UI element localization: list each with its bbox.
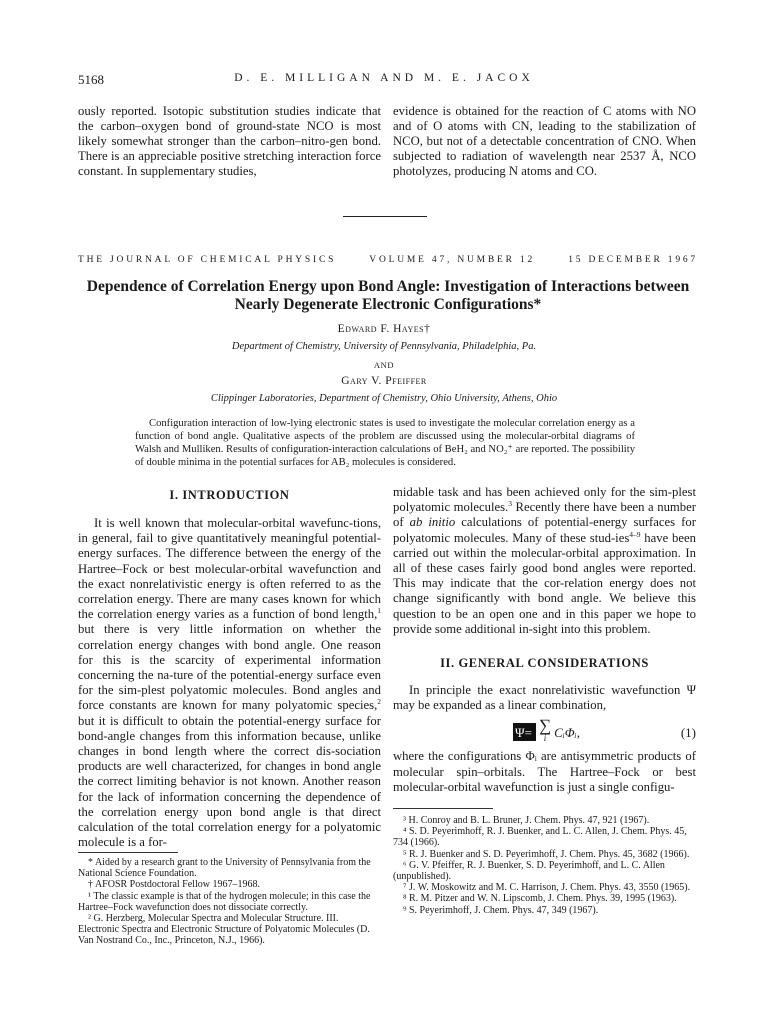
- previous-article-paragraph: evidence is obtained for the reaction of C atoms with NO and of O atoms with CN, leading to the stabilization of NCO, but not of a detectable concentration of CNO. When subjected to radiation of wavelength near 2537 Å, NCO photolyzes, producing N atoms and CO.: [393, 104, 696, 178]
- journal-volume: VOLUME 47, NUMBER 12: [369, 255, 536, 265]
- equation-1: [393, 716, 696, 745]
- article-title: Dependence of Correlation Energy upon Bond Angle: Investigation of Interactions between Nearly Degenerate Electronic Configurations*: [86, 278, 690, 313]
- footnotes-right: [393, 815, 696, 916]
- summation-index: i: [543, 733, 547, 744]
- footnotes-left: [78, 857, 381, 947]
- section-2-paragraph: where the configurations Φᵢ are antisymmetric products of molecular spin–orbitals. The Hartree–Fock or best molecular-orbital wavefunction is just a single configu-: [393, 749, 696, 794]
- section-heading: II. GENERAL CONSIDERATIONS: [440, 656, 649, 671]
- footnote: ⁶ G. V. Pfeiffer, R. J. Buenker, S. D. Peyerimhoff, and L. C. Allen (unpublished).: [393, 859, 665, 883]
- intro-paragraph-continued: midable task and has been achieved only for the sim-plest polyatomic molecules.$^3$ Recently there have been a number of ab initio calculations of potential-energy surfaces for polyatomic molecules. Many of these stud-ies$^{4-9}$ have been carried out within the molecular-orbital approximation. In all of these cases fairly good bond angles were reported. This may indicate that the cor-relation energy does not change significantly with bond angle. We believe this question to be an open one and in this paper we hope to provide some additional in-sight into this problem.: [393, 485, 696, 636]
- journal-name: THE JOURNAL OF CHEMICAL PHYSICS: [78, 255, 337, 265]
- footnote: † AFOSR Postdoctoral Fellow 1967–1968.: [88, 879, 260, 891]
- footnote: ⁴ S. D. Peyerimhoff, R. J. Buenker, and L. C. Allen, J. Chem. Phys. 45, 734 (1966).: [393, 826, 687, 849]
- body-right-column: [393, 485, 696, 795]
- summation-sign: ∑: [538, 716, 552, 736]
- equation-lhs: Ψ=: [513, 723, 536, 741]
- author-2: Gary V. Pfeiffer: [341, 375, 427, 387]
- previous-article-right-column: [393, 104, 696, 179]
- equation-rhs: CᵢΦᵢ,: [554, 724, 580, 740]
- footnote: ⁵ R. J. Buenker and S. D. Peyerimhoff, J. Chem. Phys. 45, 3682 (1966).: [403, 848, 690, 860]
- footnote: ¹ The classic example is that of the hydrogen molecule; in this case the Hartree–Fock wavefunction does not dissociate correctly.: [78, 890, 371, 913]
- section-2-paragraph: In principle the exact nonrelativistic wavefunction Ψ may be expanded as a linear combination,: [393, 683, 696, 713]
- footnote: * Aided by a research grant to the University of Pennsylvania from the National Science Foundation.: [78, 857, 371, 880]
- author-separator: AND: [373, 360, 395, 370]
- section-heading: I. INTRODUCTION: [169, 488, 290, 502]
- previous-article-left-column: [78, 104, 381, 179]
- intro-paragraph: It is well known that molecular-orbital wavefunc-tions, in general, fail to give quantitatively meaningful potential-energy surfaces. The difference between the energy of the Hartree–Fock or best molecular-orbital wavefunction and the exact nonrelativistic energy is often referred to as the correlation energy. There are many cases known for which the correlation energy varies as a function of bond length,$^1$ but there is very little information on whether the correlation energy changes with bond angle. One reason for this is the scarcity of experimental information concerning the na-ture of the potential-energy surface even for the sim-plest polyatomic molecules. Bond angles and force constants are known for many polyatomic species,$^2$ but it is difficult to obtain the potential-energy surface for bond-angle changes from this information because, unlike changes in bond length where the correct dis-sociation products are well characterized, for changes in bond angle the correct limiting behavior is not known. Another reason for the lack of information concerning the dependence of the correlation energy upon bond angle is that direct calculation of the total correlation energy for a polyatomic molecule is a for-: [78, 516, 381, 850]
- previous-article-paragraph: ously reported. Isotopic substitution studies indicate that the carbon–oxygen bond of ground-state NCO is most likely somewhat stronger than the carbon–nitro-gen bond. There is an appreciable positive stretching interaction force constant. In supplementary studies,: [78, 104, 381, 178]
- footnote: ⁹ S. Peyerimhoff, J. Chem. Phys. 47, 349 (1967).: [403, 904, 599, 916]
- summation: [536, 716, 554, 744]
- footnote: ³ H. Conroy and B. L. Bruner, J. Chem. Phys. 47, 921 (1967).: [403, 815, 650, 826]
- abstract: Configuration interaction of low-lying electronic states is used to investigate the molecular correlation energy as a function of bond angle. Qualitative aspects of the problem are discussed using the molecular-orbital diagrams of Walsh and Mulliken. Results of configuration-interaction calculations of BeH₂ and NO₂⁺ are reported. The possibility of double minima in the potential surfaces for AB₂ molecules is considered.: [135, 418, 635, 468]
- article-separator-rule: [343, 216, 427, 217]
- equation-number: (1): [680, 724, 696, 740]
- journal-date: 15 DECEMBER 1967: [568, 255, 698, 265]
- footnote-rule: [393, 808, 493, 809]
- footnote: ⁷ J. W. Moskowitz and M. C. Harrison, J. Chem. Phys. 43, 3550 (1965).: [403, 882, 691, 894]
- equation-body: [513, 716, 580, 744]
- author-1: Edward F. Hayes†: [337, 323, 431, 335]
- footnote: ² G. Herzberg, Molecular Spectra and Molecular Structure. III. Electronic Spectra and Electronic Structure of Polyatomic Molecules (D. Van Nostrand Co., Inc., Princeton, N.J., 1966).: [78, 913, 370, 947]
- journal-line: [78, 255, 698, 265]
- footnote: ⁸ R. M. Pitzer and W. N. Lipscomb, J. Chem. Phys. 39, 1995 (1963).: [403, 893, 677, 905]
- body-left-column: [78, 488, 381, 850]
- affiliation-2: Clippinger Laboratories, Department of Chemistry, Ohio University, Athens, Ohio: [210, 393, 558, 404]
- footnote-rule: [78, 852, 178, 853]
- affiliation-1: Department of Chemistry, University of Pennsylvania, Philadelphia, Pa.: [231, 341, 537, 352]
- running-head: D. E. MILLIGAN AND M. E. JACOX: [234, 72, 534, 84]
- page-number: 5168: [78, 72, 104, 87]
